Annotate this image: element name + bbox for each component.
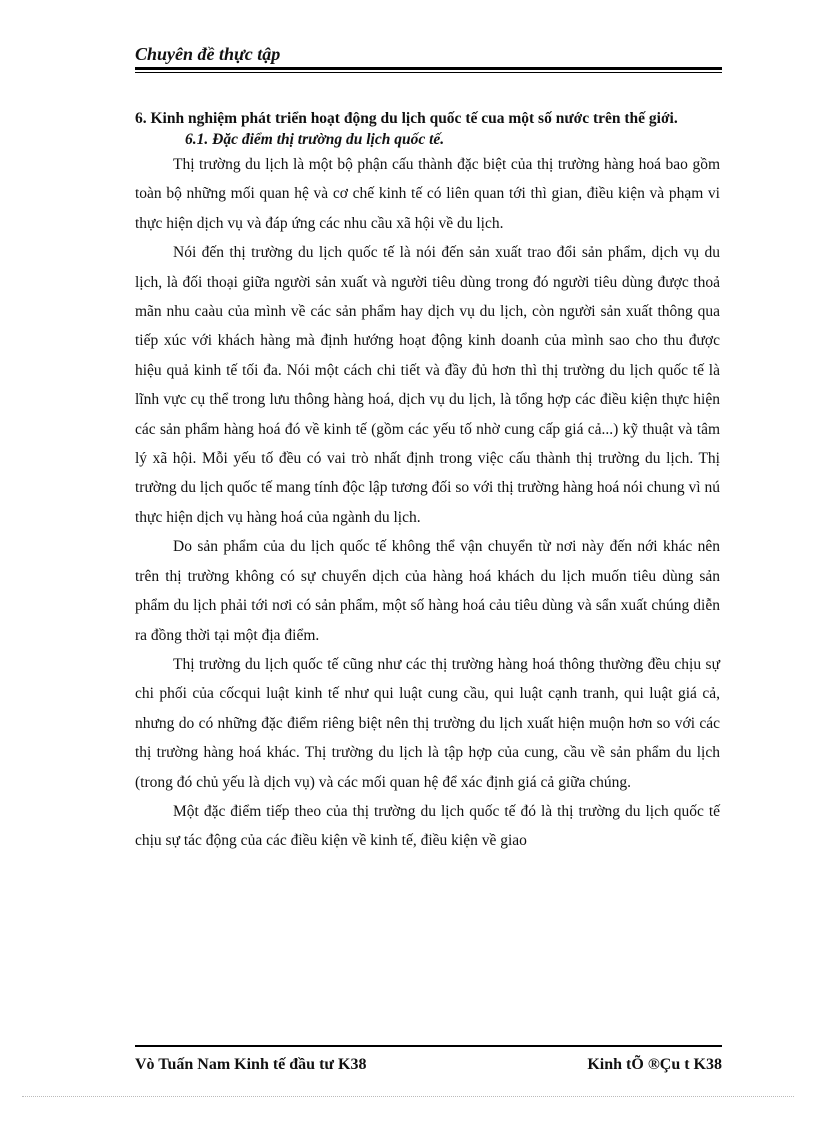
footer-rule [135, 1045, 722, 1047]
footer-author: Vò Tuấn Nam Kinh tế đầu tư K38 [135, 1056, 367, 1073]
page-header-title: Chuyên đề thực tập [135, 44, 281, 64]
paragraph: Nói đến thị trường du lịch quốc tế là nói đến sản xuất trao đổi sản phẩm, dịch vụ du lịch, là đối thoại giữa người sản xuất và người tiêu dùng trong đó người tiêu dùng được thoả mãn nhu caàu của mình về các sản phẩm hay dịch vụ du lịch, còn người sản xuất thông qua tiếp xúc với khách hàng mà định hướng hoạt động kinh doanh của mình sao cho thu được hiệu quả kinh tế tối đa. Nói một cách chi tiết và đầy đủ hơn thì thị trường du lịch quốc tế là lĩnh vực cụ thể trong lưu thông hàng hoá, dịch vụ du lịch, là tổng hợp các điều kiện thực hiện các sản phẩm hàng hoá đó về kinh tế (gồm các yếu tố nhờ cung cấp giá cả...) kỹ thuật và tâm lý xã hội. Mỗi yếu tố đều có vai trò nhất định trong việc cấu thành thị trường du lịch. Thị trường du lịch quốc tế mang tính độc lập tương đối so với thị trường hàng hoá nói chung vì nú thực hiện dịch vụ hàng hoá của ngành du lịch. [135, 244, 720, 526]
document-body [135, 110, 720, 856]
paragraph: Thị trường du lịch quốc tế cũng như các thị trường hàng hoá thông thường đều chịu sự chi phối của cốcqui luật kinh tế như qui luật cung cầu, qui luật cạnh tranh, qui luật giá cả, nhưng do có những đặc điểm riêng biệt nên thị trường du lịch xuất hiện muộn hơn so với các thị trường hàng hoá khác. Thị trường du lịch là tập hợp của cung, cầu về sản phẩm du lịch (trong đó chủ yếu là dịch vụ) và các mối quan hệ để xác định giá cả giữa chúng. [135, 655, 720, 791]
subsection-heading: 6.1. Đặc điểm thị trường du lịch quốc tế. [185, 131, 445, 148]
paragraph: Thị trường du lịch là một bộ phận cấu thành đặc biệt của thị trường hàng hoá bao gồm toàn bộ những mối quan hệ và cơ chế kinh tế có liên quan tới thì gian, điều kiện và phạm vi thực hiện dịch vụ và đáp ứng các nhu cầu xã hội về du lịch. [135, 156, 720, 232]
paragraph: Một đặc điểm tiếp theo của thị trường du lịch quốc tế đó là thị trường du lịch quốc tế chịu sự tác động của các điều kiện về kinh tế, điều kiện về giao [135, 802, 720, 850]
header-rule-thick [135, 67, 722, 70]
footer-course: Kinh tÕ ®Çu t K38 [587, 1056, 722, 1073]
page-bottom-dotted-line [22, 1096, 794, 1097]
section-heading: 6. Kinh nghiệm phát triển hoạt động du lịch quốc tế cua một số nước trên thế giới. [135, 110, 678, 127]
paragraph: Do sản phẩm của du lịch quốc tế không thể vận chuyển từ nơi này đến nới khác nên trên thị trường không có sự chuyển dịch của hàng hoá khách du lịch muốn tiêu dùng sản phẩm du lịch phải tới nơi có sản phẩm, một số hàng hoá cảu tiêu dùng và sẩn xuất chúng diễn ra đồng thời tại một địa điểm. [135, 538, 720, 644]
header-rule-thin [135, 72, 722, 73]
